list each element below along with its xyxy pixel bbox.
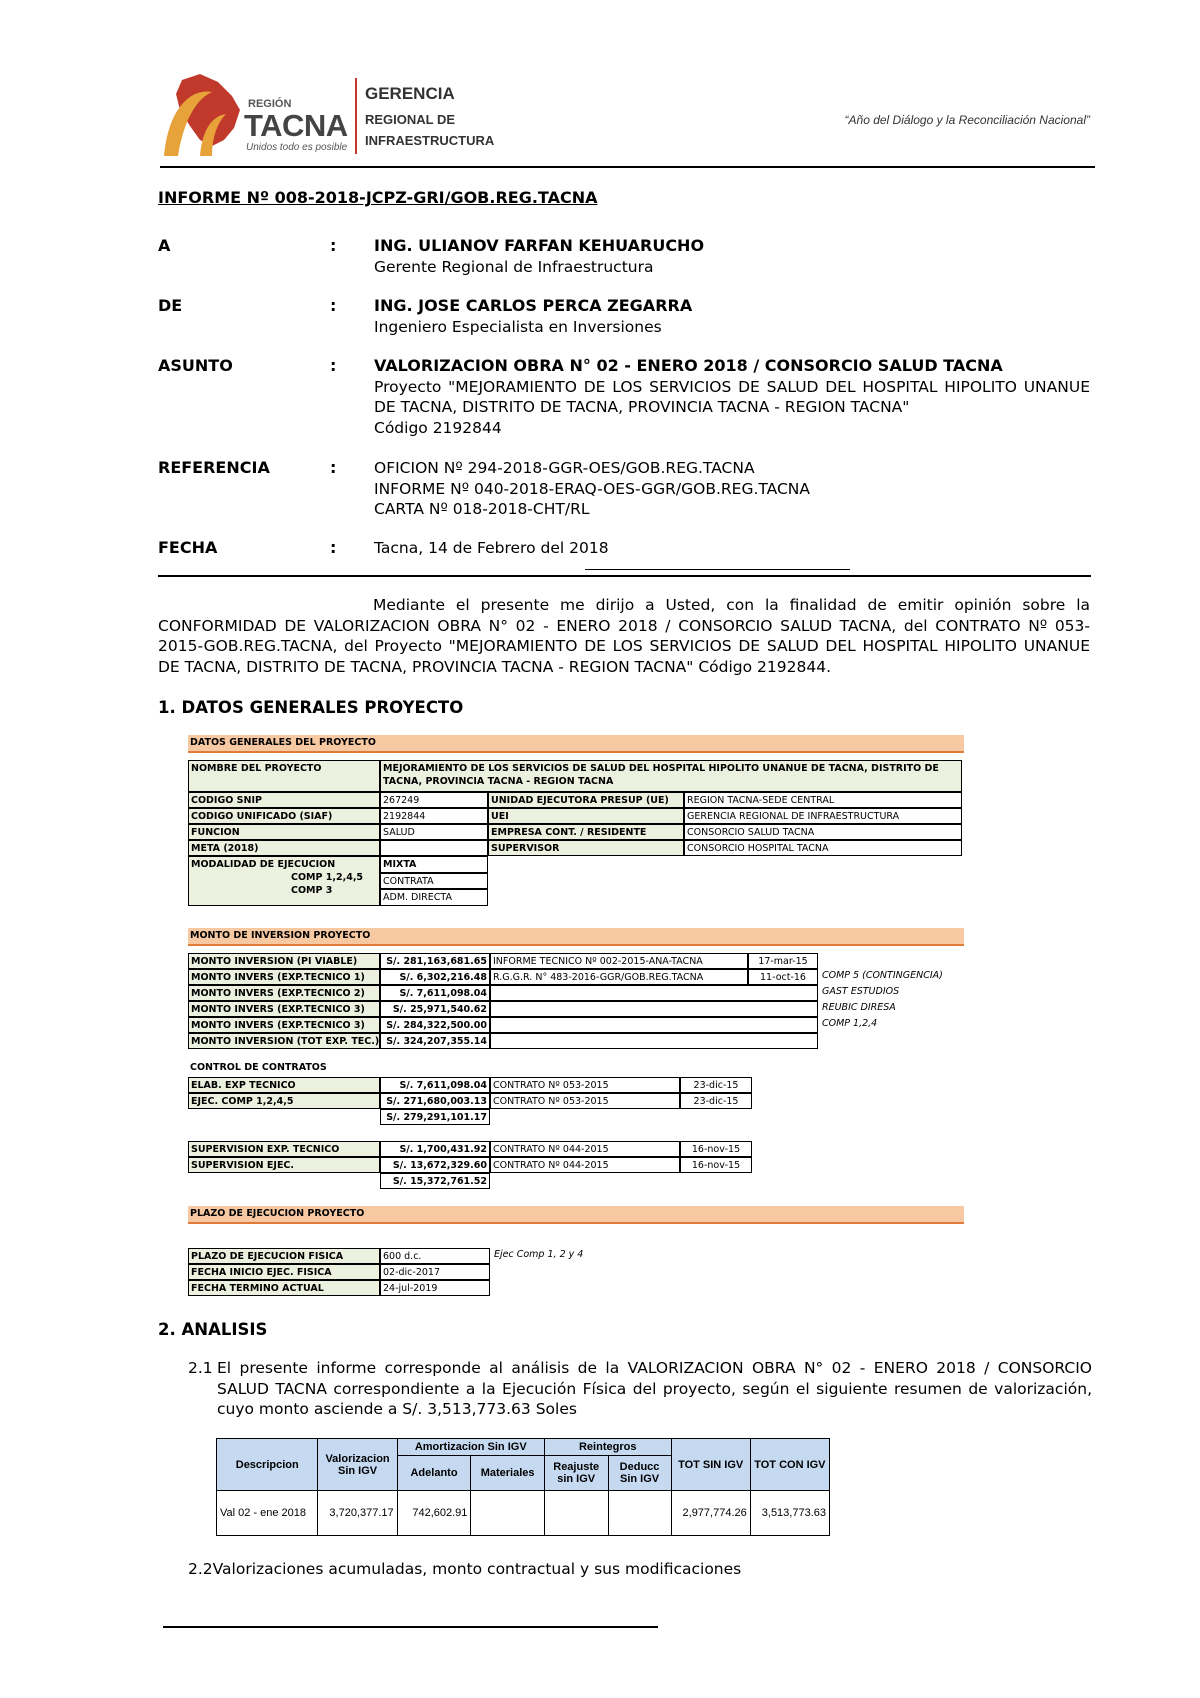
supervision-label: SUPERVISION EJEC.	[188, 1157, 380, 1173]
inv-amount: S/. 284,322,500.00	[380, 1017, 490, 1033]
a-colon: :	[330, 236, 337, 255]
inv-doc	[490, 985, 818, 1001]
a-role: Gerente Regional de Infraestructura	[374, 257, 654, 276]
supervision-total: S/. 15,372,761.52	[380, 1173, 490, 1189]
comp3-label: COMP 3	[291, 885, 333, 896]
contrato-date: 23-dic-15	[680, 1093, 752, 1109]
col-materiales: Materiales	[471, 1456, 544, 1491]
short-rule	[585, 569, 850, 570]
inv-amount: S/. 25,971,540.62	[380, 1001, 490, 1017]
de-label: DE	[158, 296, 183, 315]
plazo-value: 600 d.c.	[380, 1248, 490, 1264]
siaf-value: 2192844	[380, 808, 488, 824]
intro-lead: Mediante el presente me dirijo a Usted, con la finalidad de emitir opinión sobre la	[373, 596, 1090, 614]
inv-amount: S/. 281,163,681.65	[380, 953, 490, 969]
modalidad-label: MODALIDAD DE EJECUCION	[191, 859, 336, 870]
logo-tacna-text: TACNA	[244, 108, 348, 143]
informe-title: INFORME Nº 008-2018-JCPZ-GRI/GOB.REG.TACNA	[158, 188, 598, 207]
termino-value: 24-jul-2019	[380, 1280, 490, 1296]
inv-doc	[490, 1001, 818, 1017]
nombre-label: NOMBRE DEL PROYECTO	[188, 760, 380, 792]
inv-note: REUBIC DIRESA	[822, 1002, 896, 1013]
row-tot-con-igv: 3,513,773.63	[750, 1491, 829, 1536]
col-reintegros: Reintegros	[544, 1439, 671, 1456]
inv-note: COMP 5 (CONTINGENCIA)	[822, 970, 943, 981]
comp125-value: CONTRATA	[380, 873, 488, 889]
meta-value	[380, 840, 488, 856]
fecha-value: Tacna, 14 de Febrero del 2018	[374, 539, 609, 557]
plazo-label: PLAZO DE EJECUCION FISICA	[188, 1248, 380, 1264]
referencia-1: OFICION Nº 294-2018-GGR-OES/GOB.REG.TACNA	[374, 459, 755, 477]
contratos-total: S/. 279,291,101.17	[380, 1109, 490, 1125]
comp3-value: ADM. DIRECTA	[380, 889, 488, 906]
referencia-value	[374, 458, 1090, 520]
empresa-label: EMPRESA CONT. / RESIDENTE	[488, 824, 684, 840]
supervisor-value: CONSORCIO HOSPITAL TACNA	[684, 840, 962, 856]
modalidad-block	[188, 856, 380, 906]
inv-label: MONTO INVERS (EXP.TECNICO 2)	[188, 985, 380, 1001]
logo-slogan: Unidos todo es posible	[246, 142, 348, 153]
a-value	[374, 236, 1090, 277]
section-2-heading: 2. ANALISIS	[158, 1320, 268, 1339]
asunto-code: Código 2192844	[374, 418, 502, 437]
row-materiales	[471, 1491, 544, 1536]
paragraph-2-1-text: El presente informe corresponde al análisis de la VALORIZACION OBRA N° 02 - ENERO 2018 / CONSORCIO SALUD TACNA correspondiente a la Ejecución Física del proyecto, según el siguiente resumen de valorización, cuyo monto asciende a S/. 3,513,773.63 Soles	[217, 1359, 1092, 1418]
section-1-heading: 1. DATOS GENERALES PROYECTO	[158, 698, 464, 717]
row-deducc	[608, 1491, 671, 1536]
meta-label: META (2018)	[188, 840, 380, 856]
uei-value: GERENCIA REGIONAL DE INFRAESTRUCTURA	[684, 808, 962, 824]
header-separator	[355, 78, 357, 154]
inv-label: MONTO INVERS (EXP.TECNICO 1)	[188, 969, 380, 985]
funcion-value: SALUD	[380, 824, 488, 840]
ue-value: REGION TACNA-SEDE CENTRAL	[684, 792, 962, 808]
paragraph-2-1-number: 2.1	[188, 1359, 213, 1377]
inv-doc	[490, 1033, 818, 1049]
intro-paragraph	[158, 595, 1090, 677]
asunto-label: ASUNTO	[158, 356, 233, 375]
snip-label: CODIGO SNIP	[188, 792, 380, 808]
footer-rule	[163, 1626, 658, 1628]
col-valorizacion: Valorizacion Sin IGV	[318, 1439, 397, 1491]
section-rule	[158, 575, 1091, 577]
asunto-text: Proyecto "MEJORAMIENTO DE LOS SERVICIOS DE SALUD DEL HOSPITAL HIPOLITO UNANUE DE TACNA, DISTRITO DE TACNA, PROVINCIA TACNA - REGION TACNA"	[374, 377, 1090, 416]
project-data-sheet	[188, 735, 964, 1305]
region-tacna-emblem	[160, 70, 250, 160]
supervision-amount: S/. 1,700,431.92	[380, 1141, 490, 1157]
de-name: ING. JOSE CARLOS PERCA ZEGARRA	[374, 296, 693, 315]
contrato-doc: CONTRATO Nº 053-2015	[490, 1077, 680, 1093]
supervision-amount: S/. 13,672,329.60	[380, 1157, 490, 1173]
ue-label: UNIDAD EJECUTORA PRESUP (UE)	[488, 792, 684, 808]
snip-value: 267249	[380, 792, 488, 808]
col-descripcion: Descripcion	[217, 1439, 318, 1491]
inv-date: 17-mar-15	[748, 953, 818, 969]
table-row	[217, 1491, 830, 1536]
inv-date: 11-oct-16	[748, 969, 818, 985]
contrato-label: EJEC. COMP 1,2,4,5	[188, 1093, 380, 1109]
contrato-doc: CONTRATO Nº 053-2015	[490, 1093, 680, 1109]
inv-label: MONTO INVERS (EXP.TECNICO 3)	[188, 1017, 380, 1033]
supervision-date: 16-nov-15	[680, 1141, 752, 1157]
a-name: ING. ULIANOV FARFAN KEHUARUCHO	[374, 236, 705, 255]
supervision-doc: CONTRATO Nº 044-2015	[490, 1157, 680, 1173]
row-tot-sin-igv: 2,977,774.26	[671, 1491, 750, 1536]
referencia-label: REFERENCIA	[158, 458, 270, 477]
row-reajuste	[544, 1491, 608, 1536]
inv-doc: INFORME TECNICO Nº 002-2015-ANA-TACNA	[490, 953, 748, 969]
inv-label: MONTO INVERS (EXP.TECNICO 3)	[188, 1001, 380, 1017]
empresa-value: CONSORCIO SALUD TACNA	[684, 824, 962, 840]
row-valorizacion: 3,720,377.17	[318, 1491, 397, 1536]
de-value	[374, 296, 1090, 337]
contrato-date: 23-dic-15	[680, 1077, 752, 1093]
col-tot-sin-igv: TOT SIN IGV	[671, 1439, 750, 1491]
col-adelanto: Adelanto	[397, 1456, 471, 1491]
inv-amount: S/. 6,302,216.48	[380, 969, 490, 985]
siaf-label: CODIGO UNIFICADO (SIAF)	[188, 808, 380, 824]
fecha-label: FECHA	[158, 538, 218, 557]
gerencia-line-1: GERENCIA	[365, 84, 455, 103]
control-contratos-title: CONTROL DE CONTRATOS	[190, 1062, 327, 1073]
inv-note: GAST ESTUDIOS	[822, 986, 900, 997]
row-adelanto: 742,602.91	[397, 1491, 471, 1536]
inv-label: MONTO INVERSION (PI VIABLE)	[188, 953, 380, 969]
supervision-doc: CONTRATO Nº 044-2015	[490, 1141, 680, 1157]
inv-label: MONTO INVERSION (TOT EXP. TEC.)	[188, 1033, 380, 1049]
supervision-date: 16-nov-15	[680, 1157, 752, 1173]
plazo-note: Ejec Comp 1, 2 y 4	[494, 1249, 584, 1260]
header-rule	[160, 166, 1095, 168]
col-amortizacion: Amortizacion Sin IGV	[397, 1439, 544, 1456]
col-deducc: Deducc Sin IGV	[608, 1456, 671, 1491]
inv-note: COMP 1,2,4	[822, 1018, 878, 1029]
gerencia-line-2: REGIONAL DE	[365, 112, 456, 127]
band-datos-generales: DATOS GENERALES DEL PROYECTO	[188, 735, 964, 753]
band-plazo-ejecucion: PLAZO DE EJECUCION PROYECTO	[188, 1206, 964, 1224]
contrato-amount: S/. 7,611,098.04	[380, 1077, 490, 1093]
termino-label: FECHA TERMINO ACTUAL	[188, 1280, 380, 1296]
valuation-summary-table	[216, 1438, 830, 1536]
inicio-value: 02-dic-2017	[380, 1264, 490, 1280]
paragraph-2-2: 2.2Valorizaciones acumuladas, monto contractual y sus modificaciones	[188, 1560, 742, 1578]
paragraph-2-1	[188, 1358, 1092, 1420]
referencia-3: CARTA Nº 018-2018-CHT/RL	[374, 500, 590, 518]
uei-label: UEI	[488, 808, 684, 824]
fecha-colon: :	[330, 538, 337, 557]
asunto-colon: :	[330, 356, 337, 375]
contrato-label: ELAB. EXP TECNICO	[188, 1077, 380, 1093]
gerencia-line-3: INFRAESTRUCTURA	[365, 133, 495, 148]
row-desc: Val 02 - ene 2018	[217, 1491, 318, 1536]
inv-amount: S/. 7,611,098.04	[380, 985, 490, 1001]
supervision-label: SUPERVISION EXP. TECNICO	[188, 1141, 380, 1157]
band-monto-inversion: MONTO DE INVERSION PROYECTO	[188, 928, 964, 946]
referencia-2: INFORME Nº 040-2018-ERAQ-OES-GGR/GOB.REG.TACNA	[374, 479, 811, 498]
col-reajuste: Reajuste sin IGV	[544, 1456, 608, 1491]
contrato-amount: S/. 271,680,003.13	[380, 1093, 490, 1109]
a-label: A	[158, 236, 171, 255]
inv-amount: S/. 324,207,355.14	[380, 1033, 490, 1049]
logo-region-text: REGIÓN	[248, 98, 292, 110]
col-tot-con-igv: TOT CON IGV	[750, 1439, 829, 1491]
comp125-label: COMP 1,2,4,5	[291, 872, 364, 883]
asunto-value	[374, 356, 1090, 438]
inv-doc	[490, 1017, 818, 1033]
de-colon: :	[330, 296, 337, 315]
funcion-label: FUNCION	[188, 824, 380, 840]
supervisor-label: SUPERVISOR	[488, 840, 684, 856]
inicio-label: FECHA INICIO EJEC. FISICA	[188, 1264, 380, 1280]
asunto-title: VALORIZACION OBRA N° 02 - ENERO 2018 / CONSORCIO SALUD TACNA	[374, 356, 1003, 375]
referencia-colon: :	[330, 458, 337, 477]
inv-doc: R.G.G.R. N° 483-2016-GGR/GOB.REG.TACNA	[490, 969, 748, 985]
year-motto: “Año del Diálogo y la Reconciliación Nacional”	[844, 113, 1090, 127]
de-role: Ingeniero Especialista en Inversiones	[374, 317, 662, 336]
nombre-value: MEJORAMIENTO DE LOS SERVICIOS DE SALUD DEL HOSPITAL HIPOLITO UNANUE DE TACNA, DISTRITO DE TACNA, PROVINCIA TACNA - REGION TACNA	[380, 760, 962, 792]
modalidad-value: MIXTA	[380, 856, 488, 873]
intro-rest: CONFORMIDAD DE VALORIZACION OBRA N° 02 - ENERO 2018 / CONSORCIO SALUD TACNA, del CONTRATO Nº 053-2015-GOB.REG.TACNA, del Proyecto "MEJORAMIENTO DE LOS SERVICIOS DE SALUD DEL HOSPITAL HIPOLITO UNANUE DE TACNA, DISTRITO DE TACNA, PROVINCIA TACNA - REGION TACNA" Código 2192844.	[158, 616, 1090, 676]
